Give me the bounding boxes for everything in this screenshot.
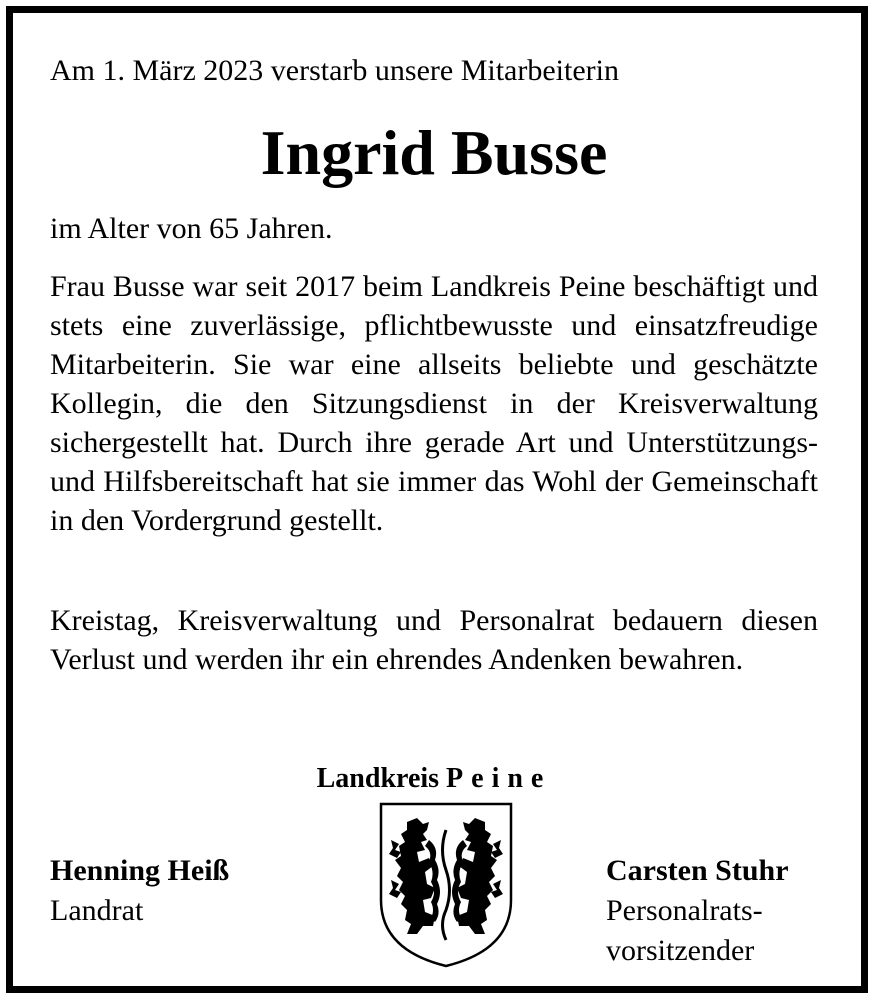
deceased-name: Ingrid Busse — [260, 117, 608, 188]
signatory-title-line1: Personalrats- — [606, 894, 763, 927]
signatory-name: Carsten Stuhr — [606, 854, 789, 887]
signature-personalrat — [606, 851, 789, 971]
organization-name: Peine — [446, 763, 552, 794]
signatory-name: Henning Heiß — [50, 854, 230, 887]
signature-landrat — [50, 851, 229, 931]
signatory-title-line2: vorsitzender — [606, 934, 755, 967]
signatory-title: Landrat — [50, 894, 144, 927]
tribute-paragraph: Frau Busse war seit 2017 beim Landkreis Peine beschäftigt und stets eine zuverlässige, pflichtbewusste und einsatzfreudige Mitarbeiterin. Sie war eine allseits beliebte und geschätzte Kollegin, die den Sitzungsdienst in der Kreisverwaltung sichergestellt hat. Durch ihre gerade Art und Unterstützungs- und Hilfsbereitschaft hat sie immer das Wohl der Gemeinschaft in den Vordergrund gestellt. — [50, 270, 818, 537]
notice-frame — [6, 6, 868, 993]
condolence-paragraph: Kreistag, Kreisverwaltung und Personalrat bedauern diesen Verlust und werden ihr ein ehrendes Andenken bewahren. — [50, 604, 818, 676]
age-text: im Alter von 65 Jahren. — [50, 212, 333, 245]
intro-text: Am 1. März 2023 verstarb unsere Mitarbeiterin — [50, 54, 619, 87]
coat-of-arms-icon — [377, 800, 515, 970]
organization-heading — [50, 761, 818, 797]
organization-prefix: Landkreis — [316, 763, 440, 794]
